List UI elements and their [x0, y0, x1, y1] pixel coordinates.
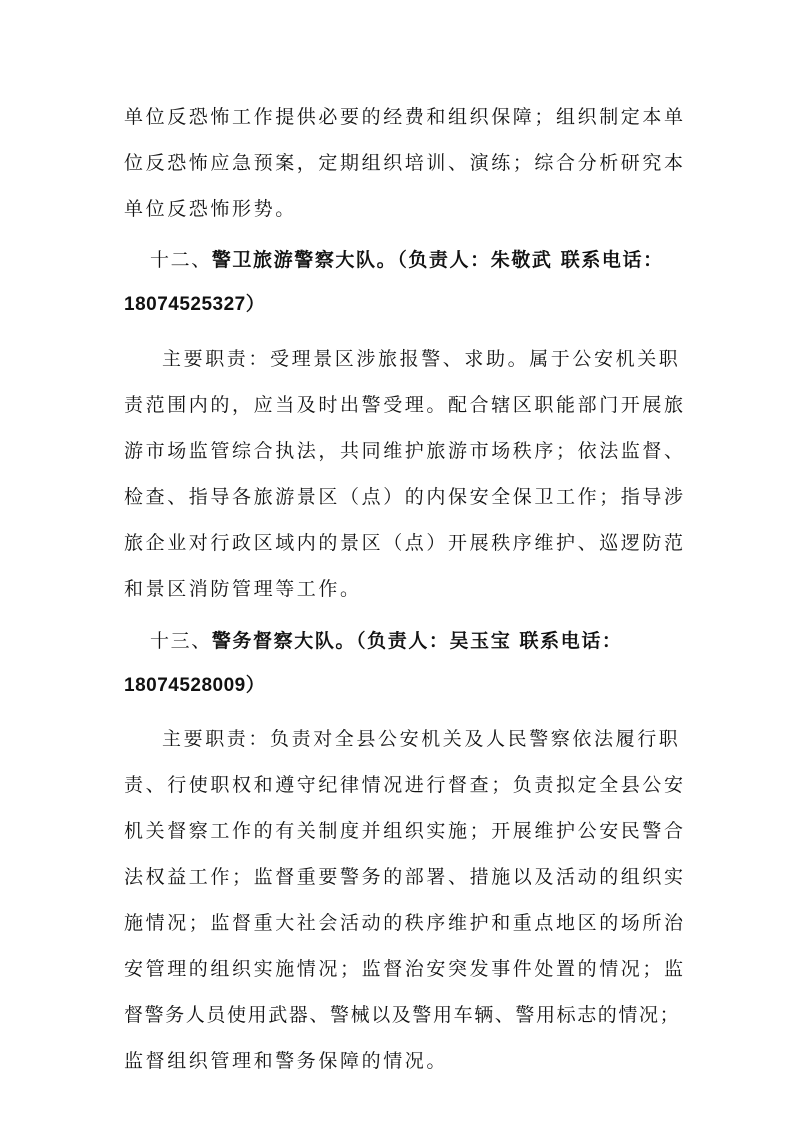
section-13-duty-line-6: 安管理的组织实施情况；监督治安突发事件处置的情况；监 [124, 958, 686, 980]
intro-line-3: 单位反恐怖形势。 [124, 198, 297, 220]
section-13-duty-line-2: 责、行使职权和遵守纪律情况进行督查；负责拟定全县公安 [124, 774, 686, 796]
section-12-duty-line-1: 主要职责：受理景区涉旅报警、求助。属于公安机关职 [162, 348, 681, 370]
section-13-duty-line-1: 主要职责：负责对全县公安机关及人民警察依法履行职 [162, 728, 681, 750]
section-12-phone: 18074525327） [124, 294, 266, 315]
section-13-duty-line-8: 监督组织管理和警务保障的情况。 [124, 1050, 449, 1072]
section-13-duty-line-5: 施情况；监督重大社会活动的秩序维护和重点地区的场所治 [124, 912, 686, 934]
section-12-duty-line-5: 旅企业对行政区域内的景区（点）开展秩序维护、巡逻防范 [124, 532, 686, 554]
section-12-duty-line-3: 游市场监管综合执法，共同维护旅游市场秩序；依法监督、 [124, 440, 686, 462]
section-13-title: 警务督察大队。（负责人：吴玉宝 联系电话： [211, 630, 623, 652]
section-12-number: 十二、 [150, 249, 212, 271]
intro-line-2: 位反恐怖应急预案，定期组织培训、演练；综合分析研究本 [124, 152, 686, 174]
section-13-duty-line-4: 法权益工作；监督重要警务的部署、措施以及活动的组织实 [124, 866, 686, 888]
section-13-number: 十三、 [150, 630, 212, 652]
section-12-duty-line-2: 责范围内的，应当及时出警受理。配合辖区职能部门开展旅 [124, 394, 686, 416]
section-13-heading [150, 628, 623, 654]
section-13-phone: 18074528009） [124, 675, 266, 696]
section-13-duty-line-7: 督警务人员使用武器、警械以及警用车辆、警用标志的情况； [124, 1004, 681, 1026]
section-13-duty-line-3: 机关督察工作的有关制度并组织实施；开展维护公安民警合 [124, 820, 686, 842]
section-12-duty-line-4: 检查、指导各旅游景区（点）的内保安全保卫工作；指导涉 [124, 486, 686, 508]
section-12-title: 警卫旅游警察大队。（负责人：朱敬武 联系电话： [211, 249, 664, 271]
section-12-heading [150, 247, 664, 273]
section-12-duty-line-6: 和景区消防管理等工作。 [124, 578, 362, 600]
intro-line-1: 单位反恐怖工作提供必要的经费和组织保障；组织制定本单 [124, 106, 686, 128]
